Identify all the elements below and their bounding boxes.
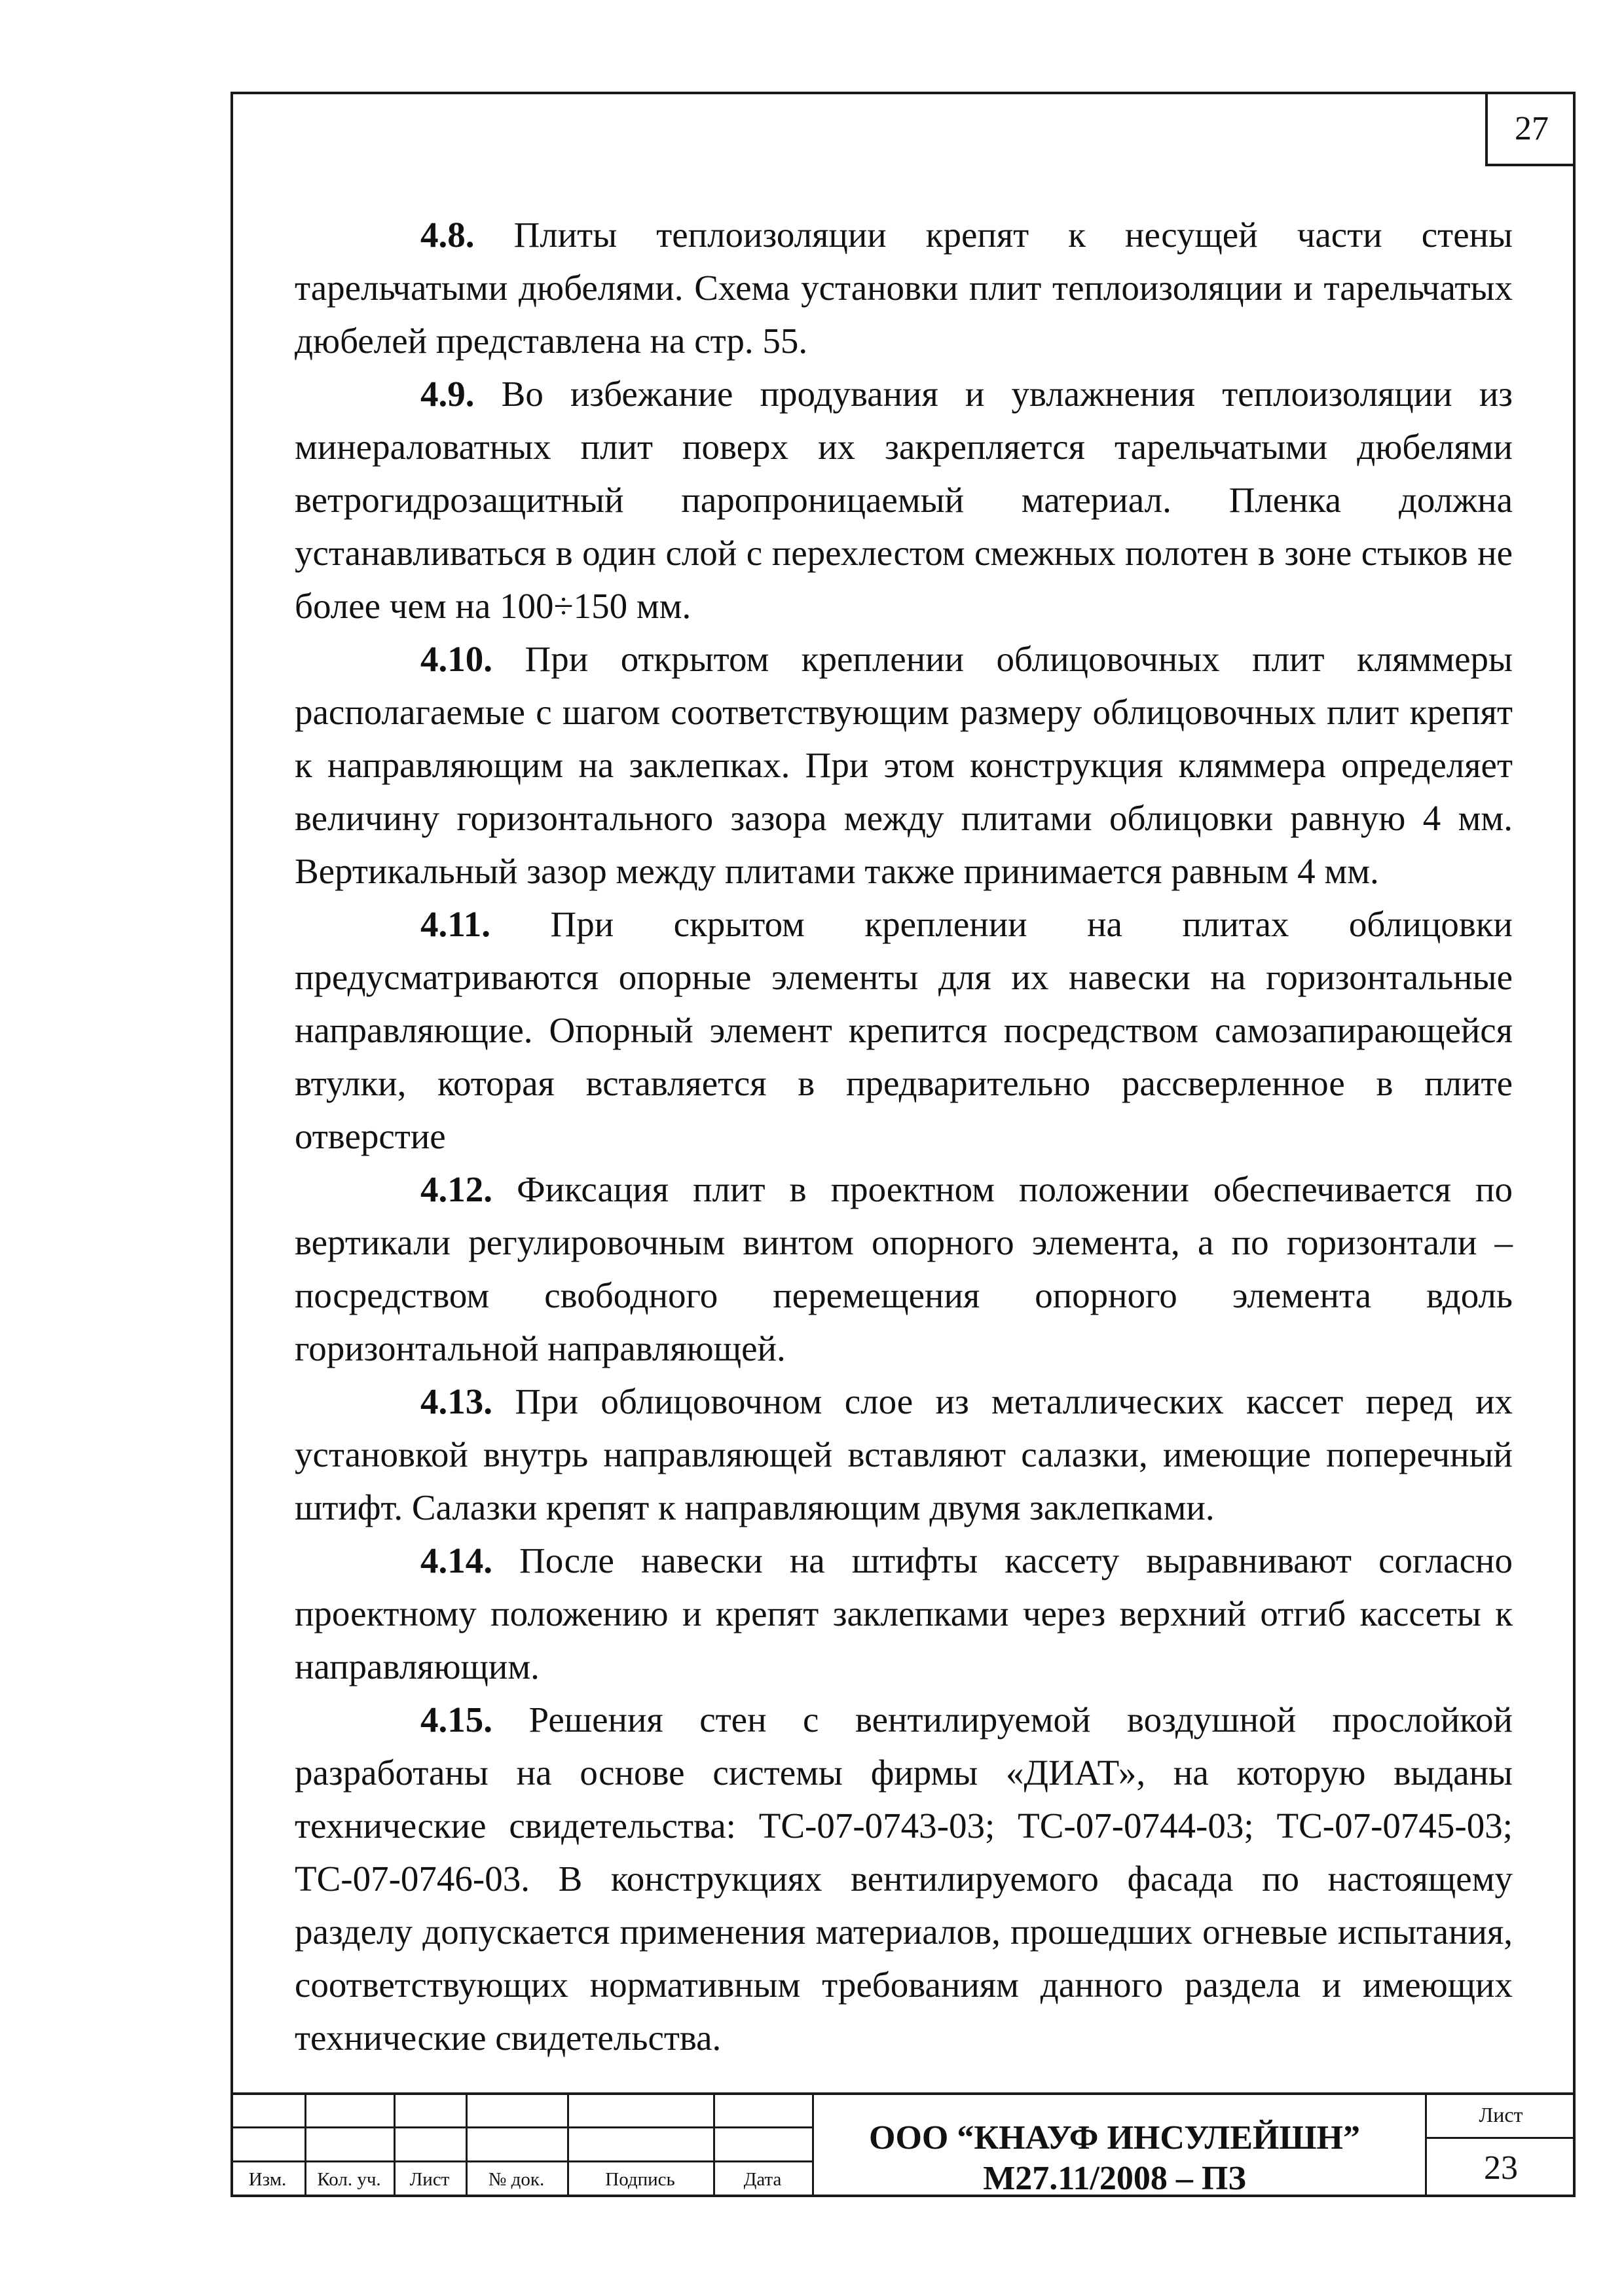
paragraph-text: Фиксация плит в проектном положении обеспечивается по вертикали регулировочным винтом опорного элемента, а по горизонтали – посредством свободного перемещения опорного элемента вдоль горизонтальной направляющей. xyxy=(295,1169,1513,1368)
corner-page-number: 27 xyxy=(1485,93,1576,166)
paragraph-text: Плиты теплоизоляции крепят к несущей части стены тарельчатыми дюбелями. Схема установки плит теплоизоляции и тарельчатых дюбелей представлена на стр. 55. xyxy=(295,215,1513,361)
title-block xyxy=(231,2092,1576,2197)
organization-name: ООО “КНАУФ ИНСУЛЕЙШН” xyxy=(869,2119,1360,2157)
paragraph-number: 4.11. xyxy=(420,904,490,944)
paragraph-number: 4.8. xyxy=(420,215,475,255)
column-label-sheet: Лист xyxy=(409,2169,450,2190)
paragraph-number: 4.10. xyxy=(420,639,492,679)
paragraph-text: После навески на штифты кассету выравнивают согласно проектному положению и крепят заклепками через верхний отгиб кассеты к направляющим. xyxy=(295,1540,1513,1686)
paragraph-number: 4.15. xyxy=(420,1700,492,1740)
paragraph-number: 4.13. xyxy=(420,1381,492,1421)
column-label-signature: Подпись xyxy=(605,2169,675,2190)
paragraph-number: 4.12. xyxy=(420,1169,492,1209)
paragraph-4-8 xyxy=(295,208,1513,367)
paragraph-4-11 xyxy=(295,898,1513,1163)
paragraph-4-10 xyxy=(295,632,1513,898)
paragraph-4-13 xyxy=(295,1375,1513,1534)
paragraph-4-9 xyxy=(295,367,1513,632)
paragraph-text: При скрытом креплении на плитах облицовки предусматриваются опорные элементы для их навески на горизонтальные направляющие. Опорный элемент крепится посредством самозапирающейся втулки, которая вставляется в предварительно рассверленное в плите отверстие xyxy=(295,904,1513,1156)
grid-line xyxy=(231,2160,813,2162)
body-text xyxy=(295,208,1513,2064)
column-label-doc-number: № док. xyxy=(488,2169,545,2190)
paragraph-text: При облицовочном слое из металлических кассет перед их установкой внутрь направляющей вставляют салазки, имеющие поперечный штифт. Салазки крепят к направляющим двумя заклепками. xyxy=(295,1381,1513,1527)
paragraph-text: При открытом креплении облицовочных плит кляммеры располагаемые с шагом соответствующим размеру облицовочных плит крепят к направляющим на заклепках. При этом конструкция кляммера определяет величину горизонтального зазора между плитами облицовки равную 4 мм. Вертикальный зазор между плитами также принимается равным 4 мм. xyxy=(295,639,1513,891)
column-label-change: Изм. xyxy=(248,2169,287,2190)
column-label-quantity: Кол. уч. xyxy=(317,2169,381,2190)
paragraph-text: Во избежание продувания и увлажнения теплоизоляции из минераловатных плит поверх их закрепляется тарельчатыми дюбелями ветрогидрозащитный паропроницаемый материал. Пленка должна устанавливаться в один слой с перехлестом смежных полотен в зоне стыков не более чем на 100÷150 мм. xyxy=(295,374,1513,626)
paragraph-4-14 xyxy=(295,1534,1513,1693)
column-label-date: Дата xyxy=(743,2169,782,2190)
grid-line xyxy=(231,2126,813,2128)
paragraph-4-15 xyxy=(295,1693,1513,2064)
paragraph-4-12 xyxy=(295,1163,1513,1375)
sheet-label: Лист xyxy=(1479,2103,1523,2126)
grid-line xyxy=(1426,2137,1576,2139)
document-code: М27.11/2008 – ПЗ xyxy=(983,2160,1246,2197)
sheet-number: 23 xyxy=(1484,2149,1518,2187)
paragraph-number: 4.9. xyxy=(420,374,475,414)
paragraph-number: 4.14. xyxy=(420,1540,492,1580)
title-block-top-border xyxy=(231,2092,1576,2095)
paragraph-text: Решения стен с вентилируемой воздушной прослойкой разработаны на основе системы фирмы «ДИАТ», на которую выданы технические свидетельства: ТС-07-0743-03; ТС-07-0744-03; ТС-07-0745-03; ТС-07-0746-03. В конструкциях вентилируемого фасада по настоящему разделу допускается применения материалов, прошедших огневые испытания, соответствующих нормативным требованиям данного раздела и имеющих технические свидетельства. xyxy=(295,1700,1513,2058)
